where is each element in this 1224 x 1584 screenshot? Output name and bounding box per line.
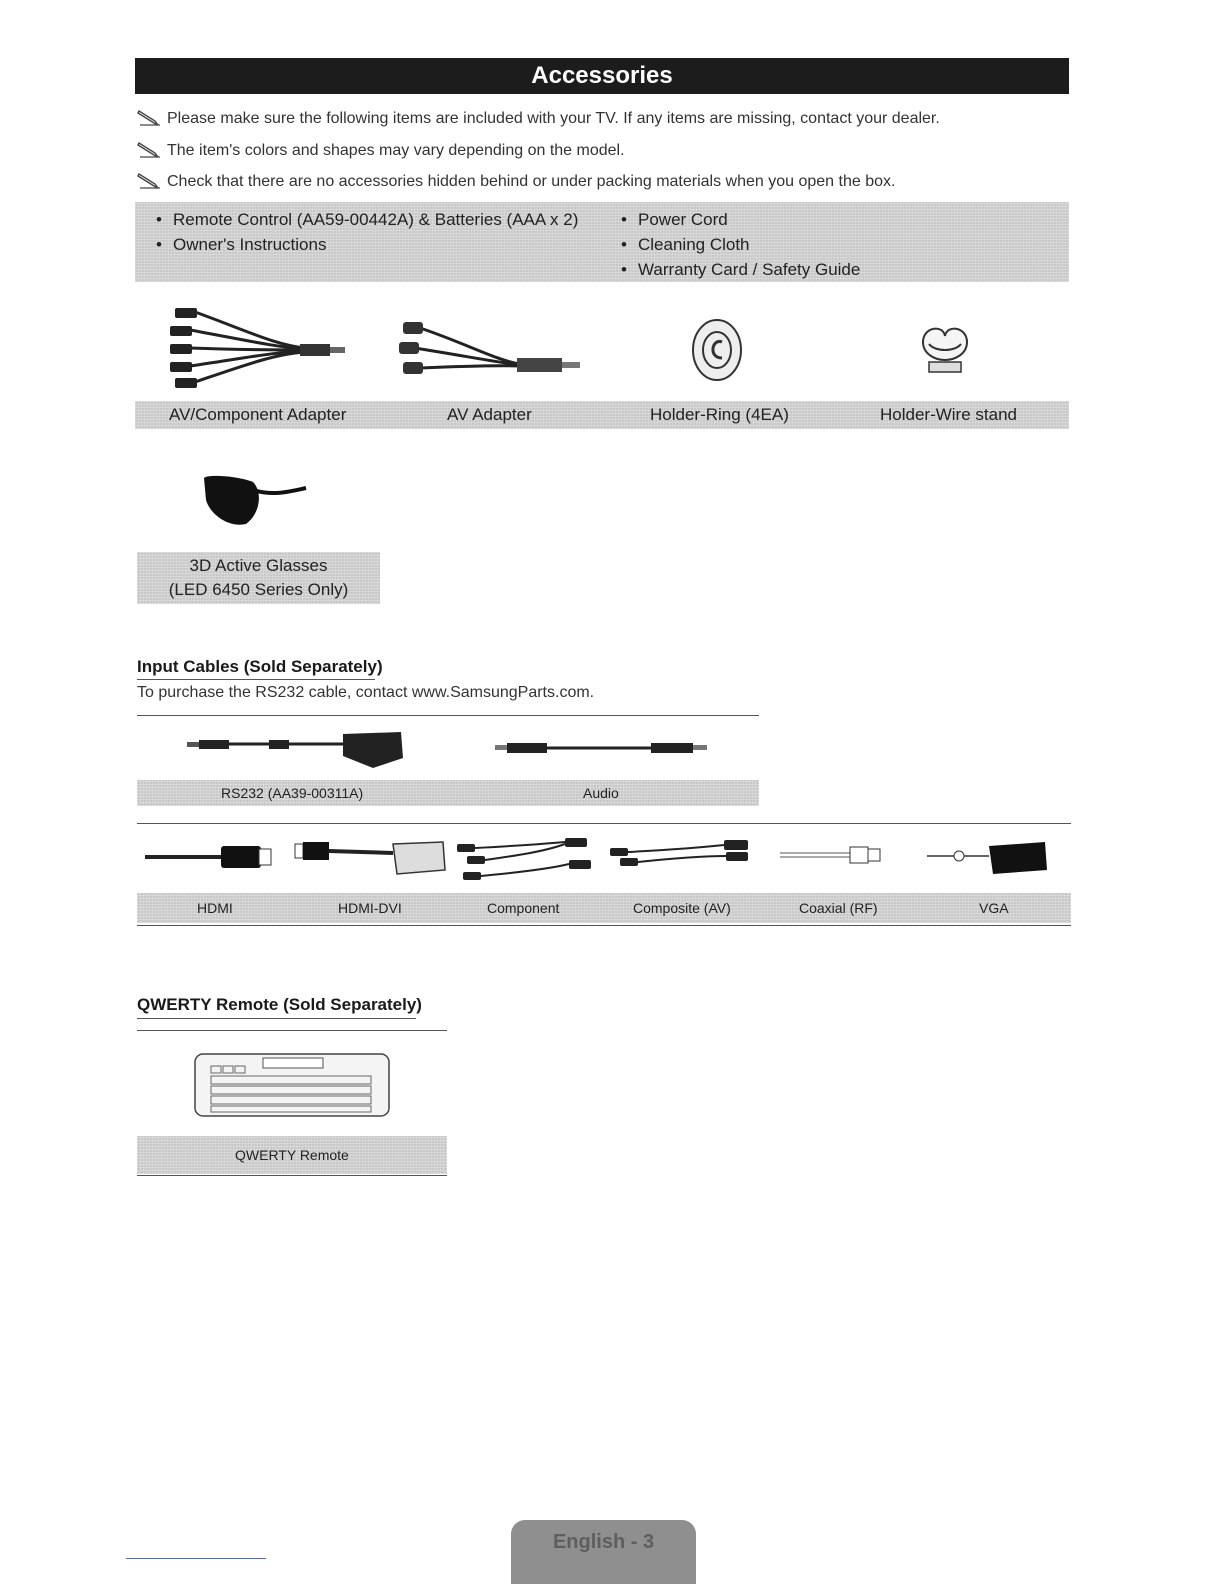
note-1 — [136, 110, 940, 128]
label-audio: Audio — [583, 785, 619, 801]
input-cables-heading: Input Cables (Sold Separately) — [137, 657, 383, 676]
label-component: Component — [487, 900, 560, 916]
glasses-line1: 3D Active Glasses — [189, 556, 328, 575]
rs232-purchase-note: To purchase the RS232 cable, contact www.SamsungParts.com. — [137, 684, 595, 701]
included-items-left — [147, 207, 578, 257]
included-items-box — [135, 202, 1069, 282]
hdmi-cable-image — [145, 840, 275, 874]
input-cables-row1-labels — [137, 780, 759, 806]
qwerty-remote-image — [193, 1052, 391, 1118]
included-items-right — [612, 207, 860, 282]
vga-cable-image — [927, 838, 1052, 878]
3d-glasses-label — [137, 552, 380, 604]
audio-cable-image — [493, 738, 715, 758]
note-text: Please make sure the following items are included with your TV. If any items are missing, contact your dealer. — [167, 110, 940, 127]
divider — [137, 823, 1071, 824]
note-pencil-icon — [136, 173, 162, 191]
label-hdmi: HDMI — [197, 900, 233, 916]
label-qwerty-remote: QWERTY Remote — [235, 1147, 349, 1163]
label-holder-ring: Holder-Ring (4EA) — [650, 405, 789, 424]
list-item: • Cleaning Cloth — [612, 232, 860, 257]
list-item: • Warranty Card / Safety Guide — [612, 257, 860, 282]
label-hdmi-dvi: HDMI-DVI — [338, 900, 402, 916]
av-adapter-image — [395, 318, 585, 383]
accessory-labels-bar — [135, 401, 1069, 429]
label-av-component-adapter: AV/Component Adapter — [169, 405, 347, 424]
label-av-adapter: AV Adapter — [447, 405, 532, 424]
heading-underline — [137, 679, 375, 680]
page-title: Accessories — [135, 58, 1069, 94]
list-item: • Power Cord — [612, 207, 860, 232]
divider — [137, 1030, 447, 1031]
list-item: • Owner's Instructions — [147, 232, 578, 257]
label-composite: Composite (AV) — [633, 900, 731, 916]
holder-ring-image — [690, 318, 745, 383]
divider — [137, 925, 1071, 926]
coaxial-cable-image — [780, 843, 885, 867]
rs232-cable-image — [183, 728, 408, 770]
3d-glasses-image — [198, 470, 313, 530]
note-text: Check that there are no accessories hidden behind or under packing materials when you open the box. — [167, 173, 896, 190]
holder-wire-stand-image — [915, 322, 975, 377]
divider — [137, 1175, 447, 1176]
hdmi-dvi-cable-image — [293, 836, 448, 880]
note-pencil-icon — [136, 110, 162, 128]
note-text: The item's colors and shapes may vary depending on the model. — [167, 142, 625, 159]
note-2 — [136, 142, 625, 160]
label-vga: VGA — [979, 900, 1009, 916]
heading-underline — [137, 1018, 416, 1019]
footer-rule — [126, 1558, 266, 1559]
label-holder-wire-stand: Holder-Wire stand — [880, 405, 1017, 424]
qwerty-heading: QWERTY Remote (Sold Separately) — [137, 995, 422, 1014]
page-number-tab: English - 3 — [511, 1520, 696, 1584]
note-3 — [136, 173, 895, 191]
list-item: • Remote Control (AA59-00442A) & Batteries (AAA x 2) — [147, 207, 578, 232]
composite-cable-image — [606, 834, 754, 872]
label-rs232: RS232 (AA39-00311A) — [221, 785, 364, 801]
divider — [137, 715, 759, 716]
glasses-line2: (LED 6450 Series Only) — [168, 580, 349, 599]
qwerty-label-bar — [137, 1136, 447, 1174]
note-pencil-icon — [136, 142, 162, 160]
component-cable-image — [453, 832, 595, 888]
label-coaxial: Coaxial (RF) — [799, 900, 878, 916]
av-component-adapter-image — [165, 300, 355, 395]
input-cables-row2-labels — [137, 893, 1071, 923]
